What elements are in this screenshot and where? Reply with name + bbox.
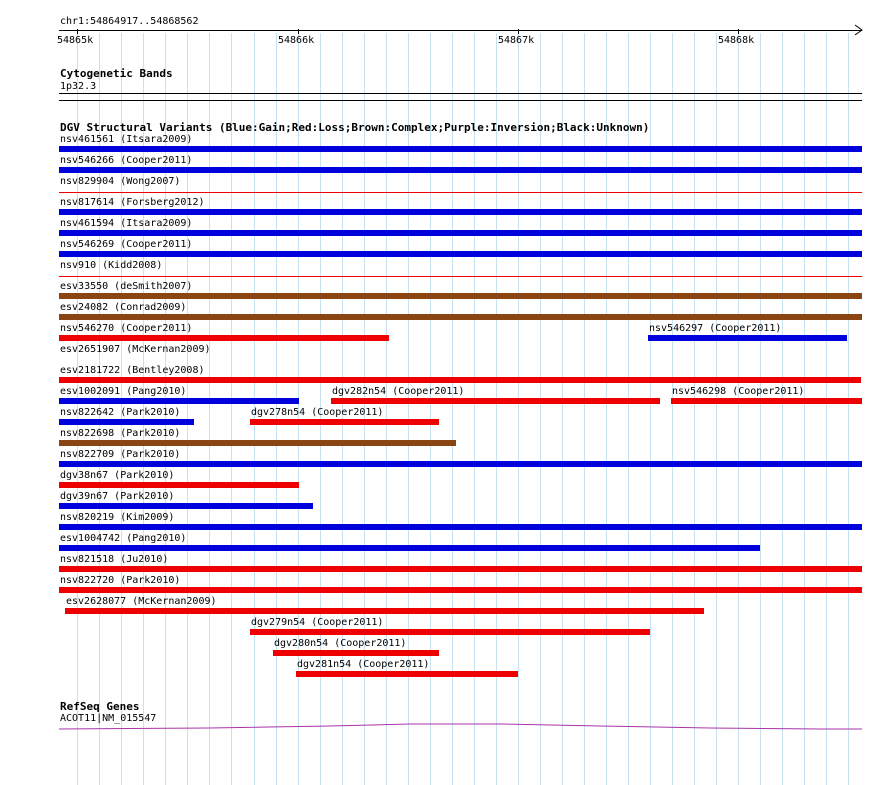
refseq-gene-model[interactable] [0,715,890,735]
ruler-tick [738,29,739,34]
variant-label[interactable]: nsv822709 (Park2010) [60,449,181,460]
variant-bar[interactable] [331,398,660,404]
variant-bar[interactable] [59,440,456,446]
variant-label[interactable]: esv2651907 (McKernan2009) [60,344,211,355]
variant-bar[interactable] [671,398,862,404]
variant-label[interactable]: nsv546269 (Cooper2011) [60,239,193,250]
ruler-tick-label: 54865k [57,35,94,46]
variant-bar[interactable] [59,167,862,173]
cytoband-label: 1p32.3 [60,81,97,92]
variant-bar[interactable] [59,524,862,530]
variant-label[interactable]: nsv822698 (Park2010) [60,428,181,439]
locus-label: chr1:54864917..54868562 [60,16,199,27]
variant-bar[interactable] [273,650,439,656]
variant-bar[interactable] [59,192,862,193]
variant-bar[interactable] [59,503,313,509]
ruler-tick-label: 54868k [718,35,755,46]
variant-label[interactable]: dgv39n67 (Park2010) [60,491,175,502]
variant-bar[interactable] [59,461,862,467]
variant-bar[interactable] [296,671,518,677]
variant-label[interactable]: nsv546298 (Cooper2011) [672,386,805,397]
variant-bar[interactable] [59,293,862,299]
ruler-tick-label: 54866k [278,35,315,46]
variant-bar[interactable] [59,209,862,215]
variant-bar[interactable] [59,545,760,551]
ruler-tick-label: 54867k [498,35,535,46]
ruler-tick [298,29,299,34]
variant-label[interactable]: nsv546270 (Cooper2011) [60,323,193,334]
variant-label[interactable]: esv2628077 (McKernan2009) [66,596,217,607]
ruler-axis [59,30,862,31]
variant-bar[interactable] [59,314,862,320]
variant-bar[interactable] [59,230,862,236]
variant-bar[interactable] [250,419,439,425]
variant-bar[interactable] [250,629,650,635]
cytoband-track-title: Cytogenetic Bands [60,67,173,80]
variant-label[interactable]: nsv461594 (Itsara2009) [60,218,193,229]
variant-label[interactable]: esv33550 (deSmith2007) [60,281,193,292]
variant-label[interactable]: nsv546297 (Cooper2011) [649,323,782,334]
variant-bar[interactable] [59,419,194,425]
ruler-tick [77,29,78,34]
variant-bar[interactable] [59,276,862,277]
variant-label[interactable]: dgv282n54 (Cooper2011) [332,386,465,397]
variant-label[interactable]: dgv38n67 (Park2010) [60,470,175,481]
variant-bar[interactable] [59,587,862,593]
variant-bar[interactable] [59,377,861,383]
cytoband-line-bottom [59,100,862,101]
variant-label[interactable]: esv1004742 (Pang2010) [60,533,187,544]
variant-label[interactable]: nsv546266 (Cooper2011) [60,155,193,166]
ruler-arrow-icon [854,24,864,36]
variant-label[interactable]: dgv278n54 (Cooper2011) [251,407,384,418]
variant-label[interactable]: esv1002091 (Pang2010) [60,386,187,397]
variant-bar[interactable] [59,398,299,404]
variant-label[interactable]: esv2181722 (Bentley2008) [60,365,205,376]
refseq-track-title: RefSeq Genes [60,700,140,713]
variant-bar[interactable] [65,608,704,614]
variant-label[interactable]: nsv461561 (Itsara2009) [60,134,193,145]
refseq-gene-label[interactable]: ACOT11|NM_015547 [60,713,157,724]
variant-label[interactable]: dgv281n54 (Cooper2011) [297,659,430,670]
variant-label[interactable]: nsv910 (Kidd2008) [60,260,163,271]
cytoband-line-top [59,93,862,94]
variant-label[interactable]: nsv820219 (Kim2009) [60,512,175,523]
variant-label[interactable]: nsv817614 (Forsberg2012) [60,197,205,208]
variant-bar[interactable] [59,251,862,257]
variant-label[interactable]: nsv821518 (Ju2010) [60,554,169,565]
variant-bar[interactable] [59,566,862,572]
variant-label[interactable]: dgv279n54 (Cooper2011) [251,617,384,628]
dgv-track-title: DGV Structural Variants (Blue:Gain;Red:Loss;Brown:Complex;Purple:Inversion;Black:Unknown) [60,121,650,134]
variant-label[interactable]: esv24082 (Conrad2009) [60,302,187,313]
variant-label[interactable]: nsv822720 (Park2010) [60,575,181,586]
variant-label[interactable]: nsv822642 (Park2010) [60,407,181,418]
variant-bar[interactable] [59,482,299,488]
ruler-tick [518,29,519,34]
variant-label[interactable]: nsv829904 (Wong2007) [60,176,181,187]
variant-bar[interactable] [59,146,862,152]
variant-bar[interactable] [648,335,847,341]
variant-label[interactable]: dgv280n54 (Cooper2011) [274,638,407,649]
variant-bar[interactable] [59,335,389,341]
